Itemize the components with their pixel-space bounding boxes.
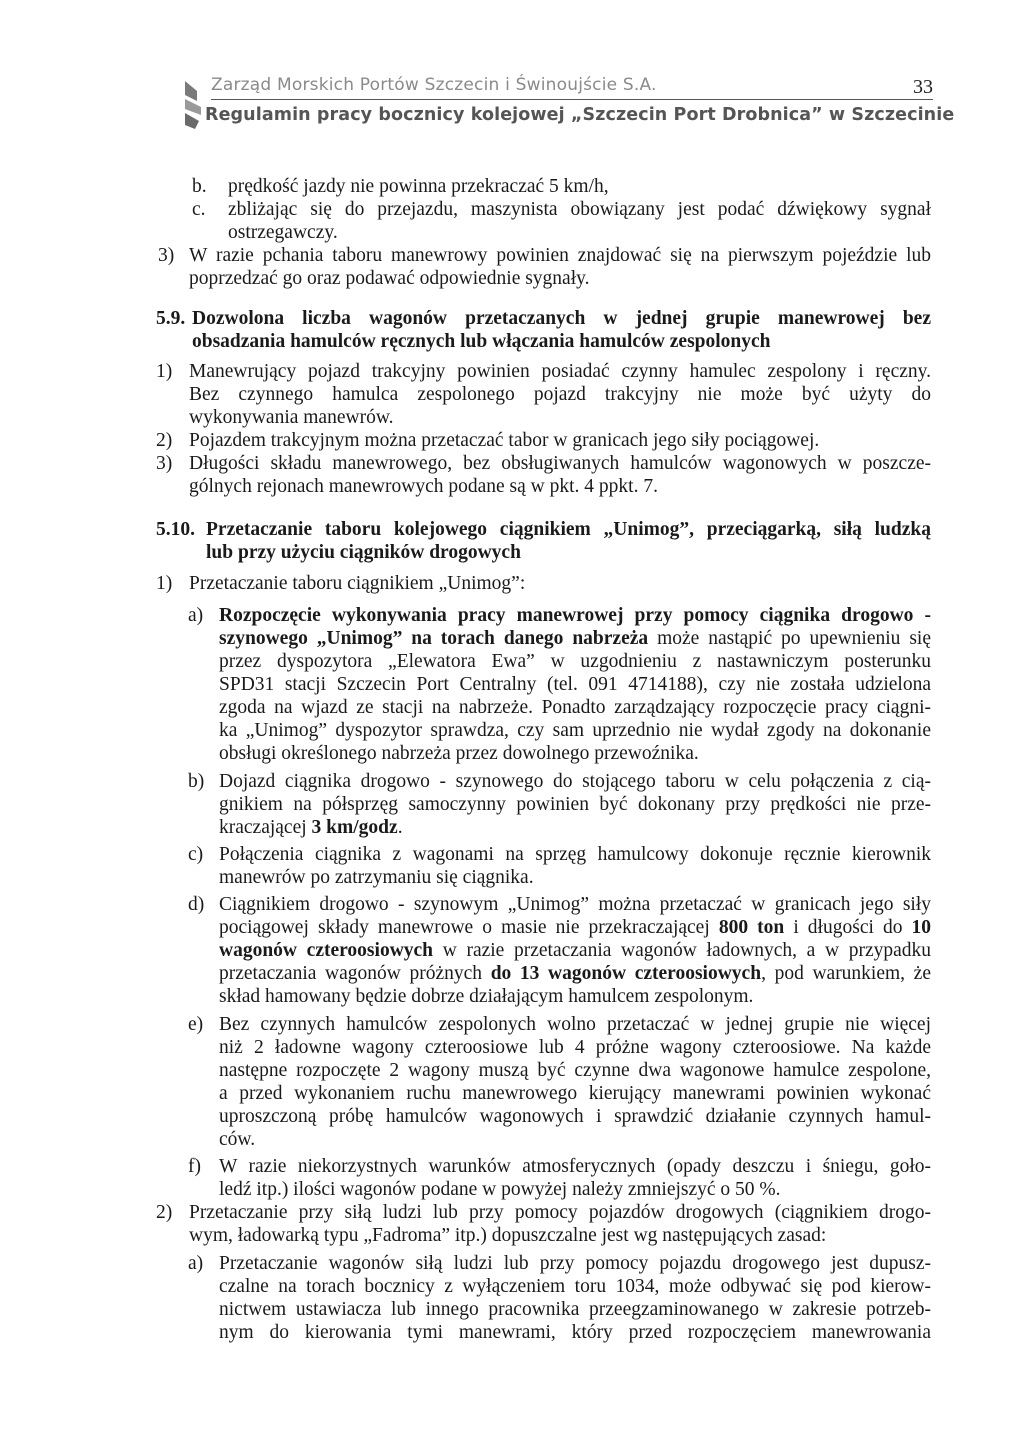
list-item-text: prędkość jazdy nie powinna przekraczać 5 km/h,	[228, 176, 609, 197]
list-item-text: obsługi określonego nabrzeża przez dowolnego przewoźnika.	[219, 743, 699, 764]
header-document-title: Regulamin pracy bocznicy kolejowej „Szczecin Port Drobnica” w Szczecinie	[205, 105, 955, 125]
section-heading: obsadzania hamulców ręcznych lub włączania hamulców zespolonych	[192, 331, 771, 352]
list-item-text: czalne na torach bocznicy z wyłączeniem toru 1034, może odbywać się pod kierow-	[219, 1276, 931, 1297]
list-item-text: ców.	[219, 1129, 256, 1150]
list-marker: b)	[188, 771, 205, 792]
list-item-text: następne rozpoczęte 2 wagony muszą być czynne dwa wagonowe hamulce zespolone,	[219, 1060, 931, 1081]
list-item-text: Długości składu manewrowego, bez obsługiwanych hamulców wagonowych w poszcze-	[189, 453, 931, 474]
list-marker: a)	[188, 605, 204, 626]
list-item-text: Rozpoczęcie wykonywania pracy manewrowej przy pomocy ciągnika drogowo -	[219, 605, 931, 626]
list-item-text: Przetaczanie wagonów siłą ludzi lub przy pomocy pojazdu drogowego jest dupusz-	[219, 1253, 931, 1274]
list-item-text: pociągowej składy manewrowe o masie nie przekraczającej 800 ton i długości do 10	[219, 917, 932, 938]
list-item-text: poprzedzać go oraz podawać odpowiednie sygnały.	[189, 268, 590, 289]
list-marker: 2)	[156, 430, 173, 451]
list-item-text: skład hamowany będzie dobrze działającym hamulcem zespolonym.	[219, 986, 754, 1007]
list-item-text: Połączenia ciągnika z wagonami na sprzęg hamulcowy dokonuje ręcznie kierownik	[219, 844, 931, 865]
header-divider	[211, 99, 933, 100]
list-item-text: zgoda na wjazd ze stacji na nabrzeże. Ponadto zarządzający rozpoczęcie pracy ciągni-	[219, 697, 931, 718]
list-item-text: nym do kierowania tymi manewrami, który przed rozpoczęciem manewrowania	[219, 1322, 931, 1343]
list-item-text: W razie pchania taboru manewrowy powinien znajdować się na pierwszym pojeździe lub	[189, 245, 931, 266]
list-item-text: Pojazdem trakcyjnym można przetaczać tabor w granicach jego siły pociągowej.	[189, 430, 820, 451]
company-logo-icon	[183, 75, 205, 131]
list-item-text: Bez czynnego hamulca zespolonego pojazd trakcyjny nie może być użyty do	[189, 384, 931, 405]
list-marker: 2)	[156, 1202, 173, 1223]
list-item-text: przetaczania wagonów próżnych do 13 wagonów czteroosiowych, pod warunkiem, że	[219, 963, 931, 984]
list-item-text: SPD31 stacji Szczecin Port Centralny (tel. 091 4714188), czy nie została udzielona	[219, 674, 931, 695]
list-item-text: przez dyspozytora „Elewatora Ewa” w uzgodnieniu z nastawniczym posterunku	[219, 651, 931, 672]
list-marker: a)	[188, 1253, 204, 1274]
list-marker: 1)	[156, 361, 173, 382]
list-item-text: manewrów po zatrzymaniu się ciągnika.	[219, 867, 534, 888]
header-organization: Zarząd Morskich Portów Szczecin i Świnoujście S.A.	[211, 75, 657, 95]
list-marker: 3)	[158, 245, 175, 266]
section-number: 5.9.	[156, 308, 186, 329]
section-heading: Przetaczanie taboru kolejowego ciągnikiem „Unimog”, przeciągarką, siłą ludzką	[206, 519, 931, 540]
page-header	[183, 73, 955, 141]
list-item-text: W razie niekorzystnych warunków atmosferycznych (opady deszczu i śniegu, goło-	[219, 1156, 931, 1177]
list-item-text: ka „Unimog” dyspozytor sprawdza, czy sam uprzednio nie wydał zgody na dokonanie	[219, 720, 931, 741]
list-item-text: a przed wykonaniem ruchu manewrowego kierujący manewrami powinien wykonać	[219, 1083, 931, 1104]
list-item-text: kraczającej 3 km/godz.	[219, 817, 403, 838]
list-marker: 1)	[156, 573, 173, 594]
list-item-text: szynowego „Unimog” na torach danego nabrzeża może nastąpić po upewnieniu się	[219, 628, 931, 649]
list-item-text: ledź itp.) ilości wagonów podane w powyżej należy zmniejszyć o 50 %.	[219, 1179, 781, 1200]
list-marker: b.	[192, 176, 207, 197]
list-item-text: Przetaczanie taboru ciągnikiem „Unimog”:	[189, 573, 526, 594]
list-item-text: Ciągnikiem drogowo - szynowym „Unimog” można przetaczać w granicach jego siły	[219, 894, 931, 915]
list-item-text: gólnych rejonach manewrowych podane są w pkt. 4 ppkt. 7.	[189, 476, 658, 497]
list-item-text: niż 2 ładowne wagony czteroosiowe lub 4 próżne wagony czteroosiowe. Na każde	[219, 1037, 931, 1058]
list-marker: 3)	[156, 453, 173, 474]
list-item-text: Bez czynnych hamulców zespolonych wolno przetaczać w jednej grupie nie więcej	[219, 1014, 931, 1035]
list-item-text: Przetaczanie przy siłą ludzi lub przy pomocy pojazdów drogowych (ciągnikiem drogo-	[189, 1202, 931, 1223]
list-item-text: zbliżając się do przejazdu, maszynista obowiązany jest podać dźwiękowy sygnał	[228, 199, 931, 220]
list-item-text: Manewrujący pojazd trakcyjny powinien posiadać czynny hamulec zespolony i ręczny.	[189, 361, 931, 382]
list-item-text: wykonywania manewrów.	[189, 407, 394, 428]
list-marker: c.	[192, 199, 206, 220]
list-marker: f)	[188, 1156, 201, 1177]
section-number: 5.10.	[156, 519, 195, 540]
list-item-text: uproszczoną próbę hamulców wagonowych i sprawdzić działanie czynnych hamul-	[219, 1106, 931, 1127]
list-item-text: wagonów czteroosiowych w razie przetaczania wagonów ładownych, a w przypadku	[219, 940, 932, 961]
list-marker: d)	[188, 894, 205, 915]
list-item-text: Dojazd ciągnika drogowo - szynowego do stojącego taboru w celu połączenia z cią-	[219, 771, 931, 792]
section-heading: lub przy użyciu ciągników drogowych	[206, 542, 521, 563]
list-item-text: wym, ładowarką typu „Fadroma” itp.) dopuszczalne jest wg następujących zasad:	[189, 1225, 827, 1246]
list-marker: c)	[188, 844, 204, 865]
list-item-text: gnikiem na półsprzęg samoczynny powinien być dokonany przy prędkości nie prze-	[219, 794, 931, 815]
list-marker: e)	[188, 1014, 204, 1035]
page-number: 33	[913, 76, 933, 98]
section-heading: Dozwolona liczba wagonów przetaczanych w jednej grupie manewrowej bez	[192, 308, 931, 329]
list-item-text: ostrzegawczy.	[228, 222, 338, 243]
list-item-text: nictwem ustawiacza lub innego pracownika przeegzaminowanego w zakresie potrzeb-	[219, 1299, 931, 1320]
